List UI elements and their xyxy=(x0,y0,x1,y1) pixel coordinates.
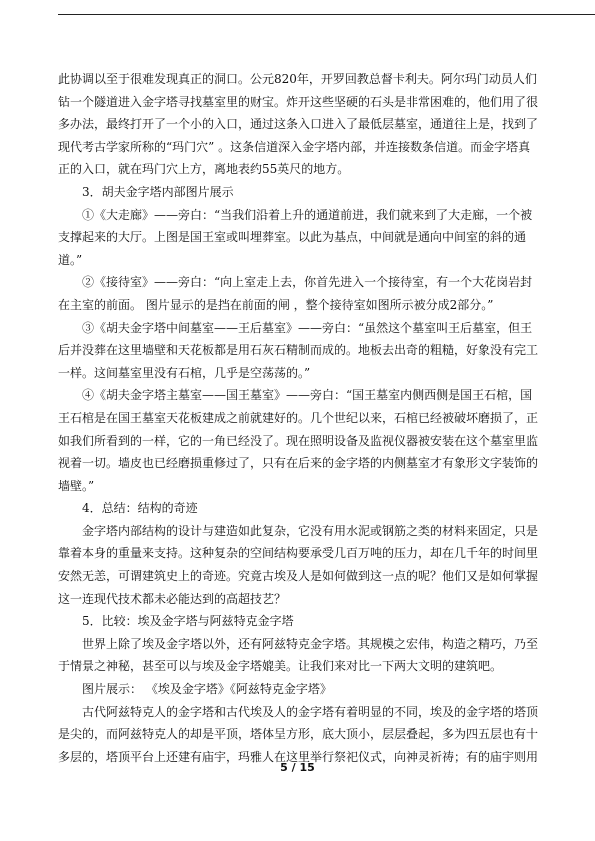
paragraph-aztec-pyramids: 古代阿兹特克人的金字塔和古代埃及人的金字塔有着明显的不同，埃及的金字塔的塔顶是尖的，而阿兹特克人的却是平顶，塔体呈方形，底大顶小，层层叠起，多为四五层也有十多层的，塔顶平台上还建有庙宇，玛雅人在这里举行祭祀仪式，向神灵祈祷；有的庙宇则用 xyxy=(58,704,539,764)
section-heading-5: 5．比较：埃及金字塔与阿兹特克金字塔 xyxy=(82,614,294,629)
paragraph-image-display: 图片展示： 《埃及金字塔》《阿兹特克金字塔》 xyxy=(82,682,332,697)
paragraph-1: 此协调以至于很难发现真正的洞口。公元820年，开罗回教总督卡利夫。阿尔玛门动员人们钻一个隧道进入金字塔寻找墓室里的财宝。炸开这些坚硬的石头是非常困难的，他们用了很多办法，最终打开了一个小的入口，通过这条入口进入了最低层墓室，通道往上是，找到了现代考古学家所称的“玛门穴” 。这条信道深入金字塔内部，并连接数条信道。而金字塔真正的入口，就在玛门穴上方，离地表约55英尺的地方。 xyxy=(58,72,539,177)
paragraph-kings-chamber: ④《胡夫金字塔主墓室——国王墓室》——旁白：“国王墓室内侧西侧是国王石棺，国王石棺是在国王墓室天花板建成之前就建好的。几个世纪以来，石棺已经被破坏磨损了，正如我们所看到的一样，它的一角已经没了。现在照明设备及监视仪器被安装在这个墓室里监视着一切。墙皮也已经磨损重修过了，只有在后来的金字塔的内侧墓室才有象形文字装饰的墙壁。” xyxy=(58,388,539,493)
page-number: 5 / 15 xyxy=(280,761,315,774)
header-rule xyxy=(58,14,595,15)
paragraph-queens-chamber: ③《胡夫金字塔中间墓室——王后墓室》——旁白：“虽然这个墓室叫王后墓室，但王后并没葬在这里墙壁和天花板都是用石灰石精制而成的。地板去出奇的粗糙，好象没有完工一样。这间墓室里没有石棺，几乎是空荡荡的。” xyxy=(58,320,539,380)
paragraph-grand-gallery: ①《大走廊》——旁白：“当我们沿着上升的通道前进，我们就来到了大走廊，一个被支撑起来的大厅。上图是国王室或叫埋葬室。以此为基点，中间就是通向中间室的斜的通道。” xyxy=(58,207,533,267)
document-body xyxy=(58,68,538,768)
paragraph-antechamber: ②《接待室》——旁白：“向上室走上去，你首先进入一个接待室，有一个大花岗岩封在主室的前面。 图片显示的是挡在前面的闸 ，整个接待室如图所示被分成2部分。” xyxy=(58,275,533,312)
paragraph-summary: 金字塔内部结构的设计与建造如此复杂，它没有用水泥或钢筋之类的材料来固定，只是靠着本身的重量来支持。这种复杂的空间结构要承受几百万吨的压力，却在几千年的时间里安然无恙，可谓建筑史上的奇迹。究竟古埃及人是如何做到这一点的呢？他们又是如何掌握这一连现代技术都未必能达到的高超技艺？ xyxy=(58,523,539,606)
paragraph-comparison-intro: 世界上除了埃及金字塔以外，还有阿兹特克金字塔。其规模之宏伟，构造之精巧，乃至于情景之神秘，甚至可以与埃及金字塔媲美。让我们来对比一下两大文明的建筑吧。 xyxy=(58,636,539,674)
section-heading-4: 4．总结：结构的奇迹 xyxy=(82,501,198,516)
section-heading-3: 3．胡夫金字塔内部图片展示 xyxy=(82,184,234,199)
